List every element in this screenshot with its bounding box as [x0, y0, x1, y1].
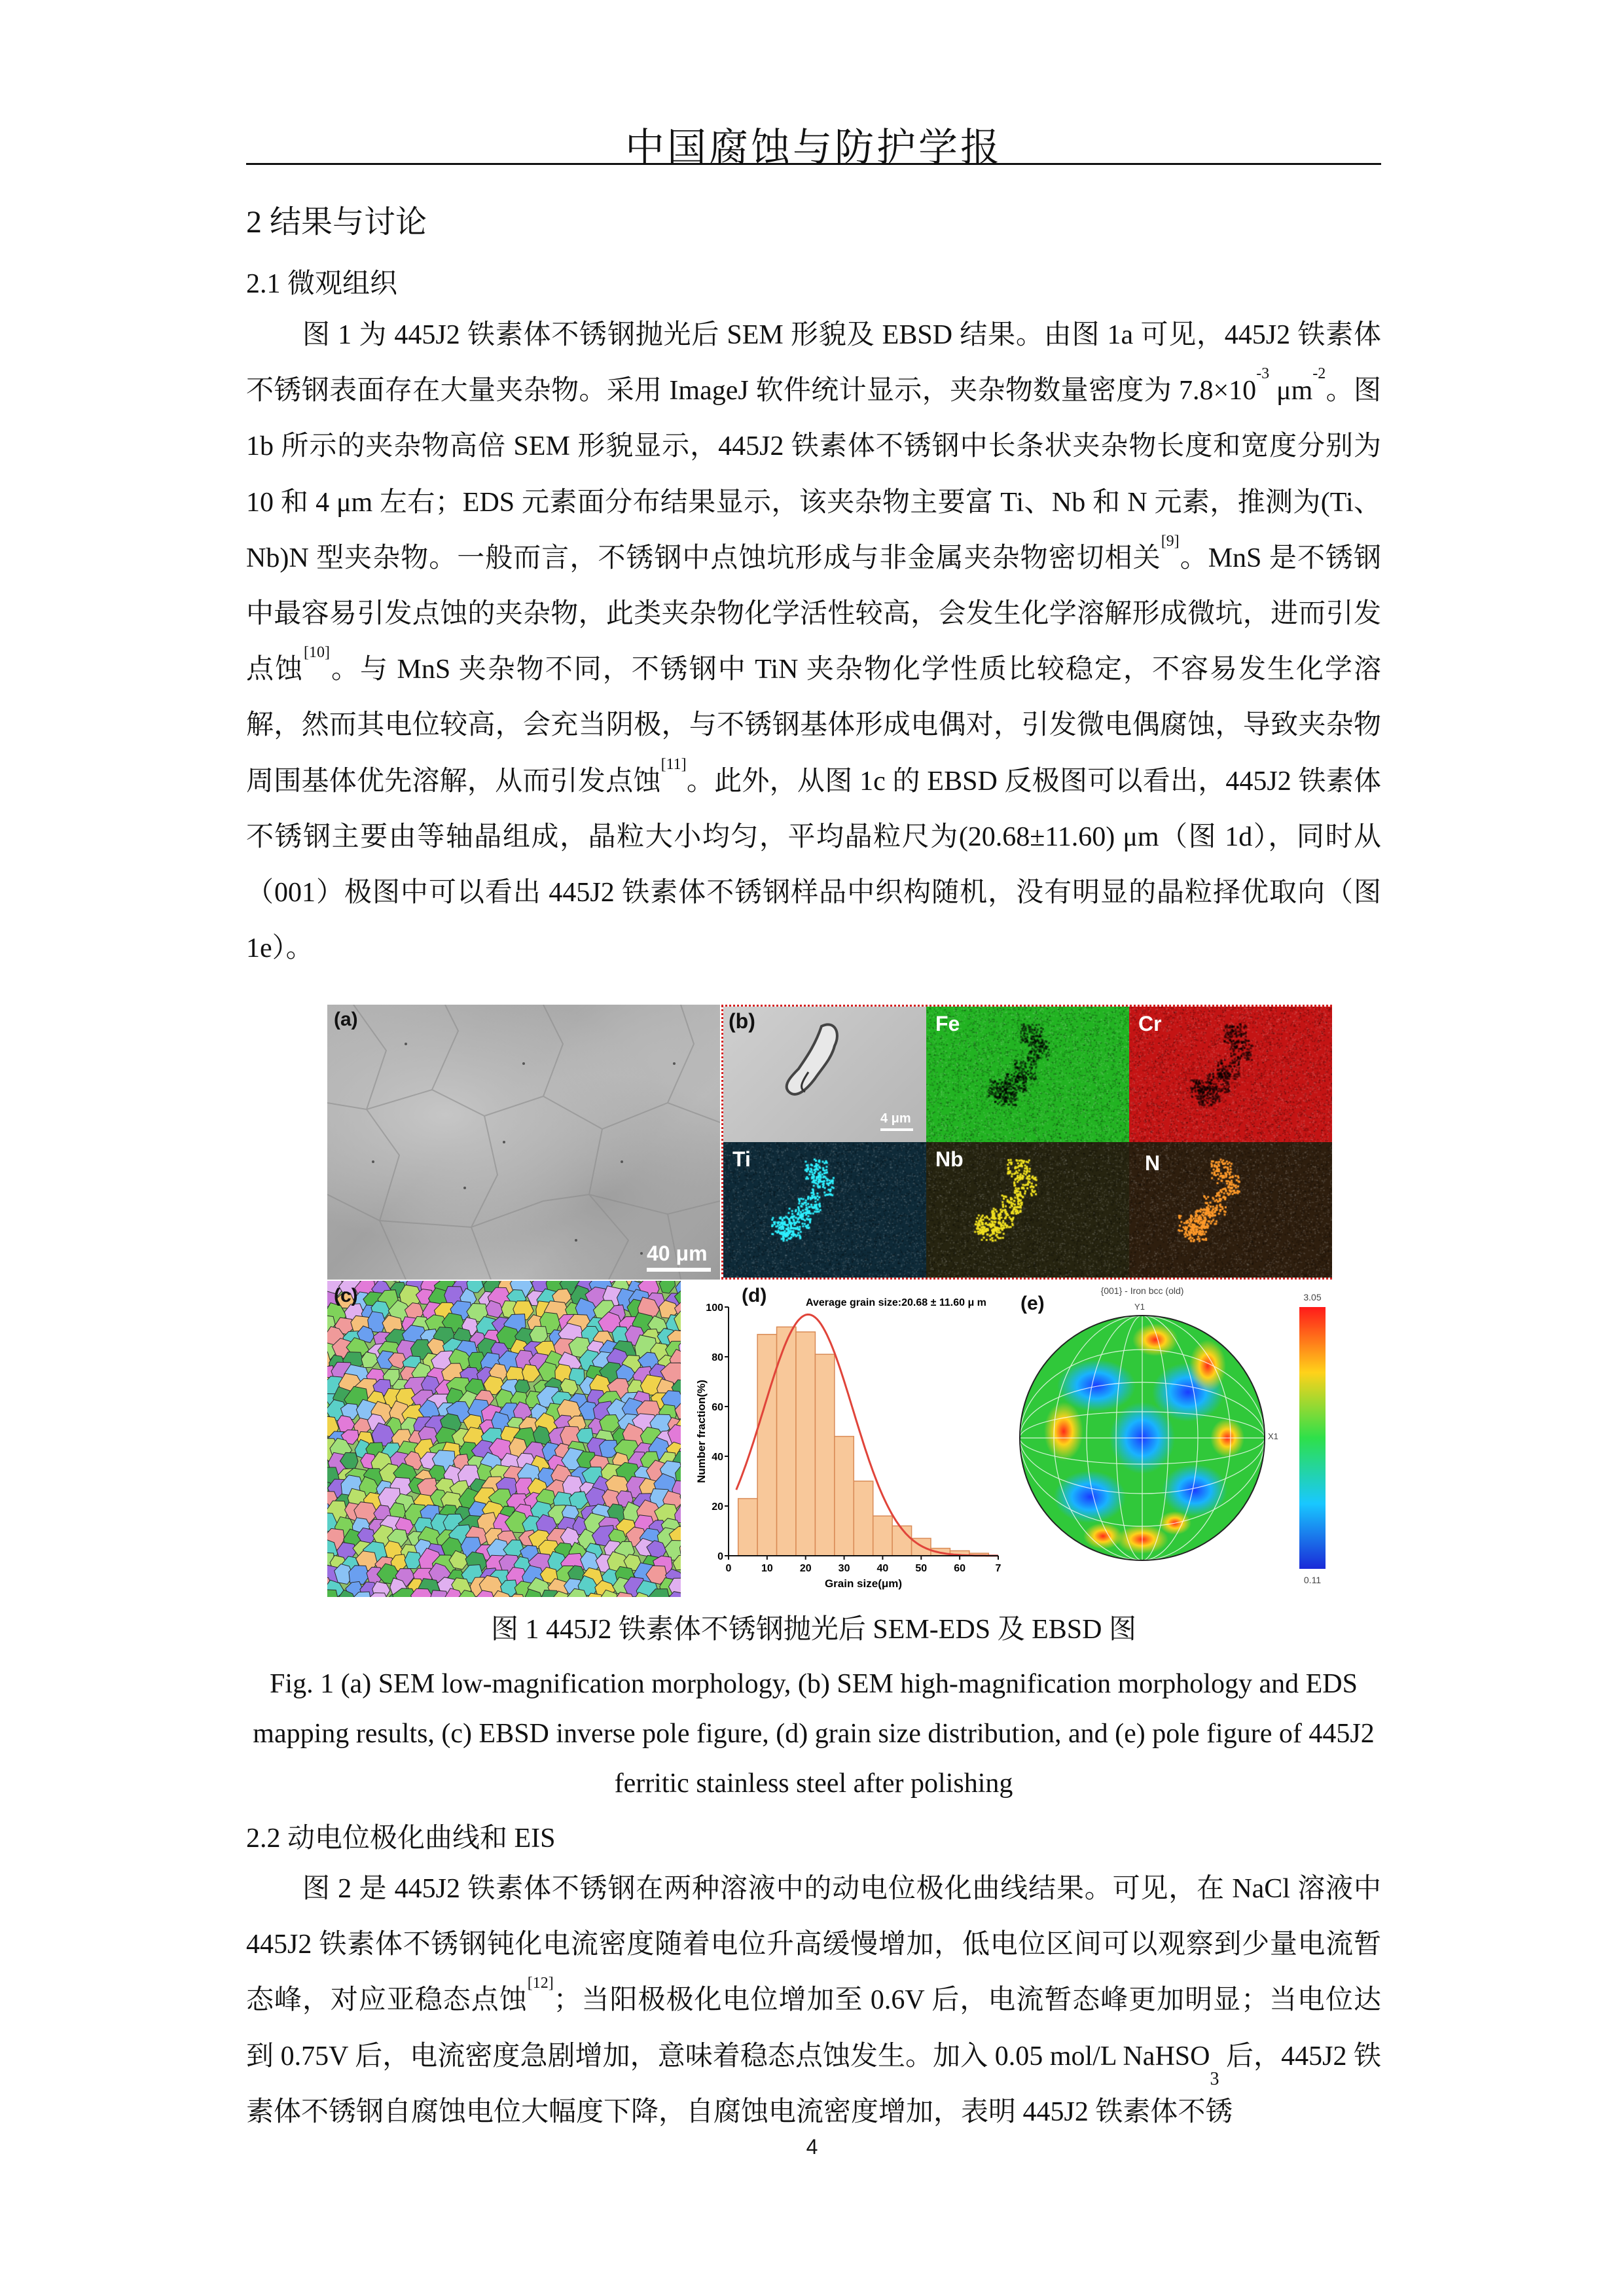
- ebsd-ipf-panel: [327, 1281, 681, 1597]
- subsection-title-microstructure: 2.1 微观组织: [246, 269, 398, 299]
- colorbar-max-label: 3.05: [1303, 1292, 1322, 1302]
- sem-low-mag-panel: [327, 1005, 720, 1280]
- section-title: 2 结果与讨论: [246, 205, 427, 240]
- histogram-bar: [738, 1499, 757, 1556]
- element-label-n: N: [1145, 1151, 1161, 1175]
- panel-label-c: (c): [334, 1285, 358, 1306]
- grain-cell: [659, 1281, 676, 1293]
- para1-text-1: 图 1 为 445J2 铁素体不锈钢抛光后 SEM 形貌及 EBSD 结果。由图 1a 可见，445J2 铁素体不锈钢表面存在大量夹杂物。采用 ImageJ 软件统计显示，夹杂物数量密度为 7.8×10: [246, 320, 1381, 406]
- pole-figure-y1-label: Y1: [1134, 1302, 1145, 1312]
- subsection-title-polarization: 2.2 动电位极化曲线和 EIS: [246, 1823, 556, 1854]
- x-tick-label: 10: [761, 1563, 773, 1574]
- para1-text-3: 。图 1b 所示的夹杂物高倍 SEM 形貌显示，445J2 铁素体不锈钢中长条状夹杂物长度和宽度分别为 10 和 4 μm 左右；EDS 元素面分布结果显示，该夹杂物主要富 Ti、Nb 和 N 元素，推测为(Ti、Nb)N 型夹杂物。一般而言，不锈钢中点蚀坑形成与非金属夹杂物密切相关: [246, 376, 1381, 573]
- pole-figure-title: {001} - Iron bcc (old): [1100, 1285, 1184, 1296]
- x-tick-label: 40: [876, 1563, 889, 1574]
- pole-figure-graphic: [1011, 1281, 1335, 1597]
- scale-bar-label-a: 40 μm: [647, 1242, 708, 1265]
- sem-high-mag-image: [723, 1007, 926, 1142]
- citation-ref[interactable]: [9]: [1161, 532, 1180, 550]
- para1-text-6: 。此外，从图 1c 的 EBSD 反极图可以看出，445J2 铁素体不锈钢主要由等轴晶组成，晶粒大小均匀，平均晶粒尺为(20.68±11.60) μm（图 1d），同时从（001）极图中可以看出 445J2 铁素体不锈钢样品中织构随机，没有明显的晶粒择优取向（图 1e）。: [246, 766, 1381, 964]
- x-tick-label: 20: [799, 1563, 812, 1574]
- colorbar-min-label: 0.11: [1303, 1575, 1322, 1585]
- grain-size-chart-panel: [691, 1281, 1008, 1597]
- para1-text-4: 。MnS 是不锈钢中最容易引发点蚀的夹杂物，此类夹杂物化学活性较高，会发生化学溶解形成微坑，进而引发点蚀: [246, 543, 1381, 685]
- x-axis-title: Grain size(μm): [824, 1577, 903, 1590]
- eds-map-cr: [1129, 1007, 1332, 1142]
- eds-map-nb: [926, 1142, 1129, 1278]
- eds-map-n: [1129, 1142, 1332, 1278]
- figure-caption-chinese: 图 1 445J2 铁素体不锈钢抛光后 SEM-EDS 及 EBSD 图: [491, 1615, 1136, 1645]
- y-tick-label: 0: [717, 1551, 723, 1562]
- x-tick-label: 60: [954, 1563, 966, 1574]
- y-tick-label: 100: [706, 1302, 723, 1314]
- intensity-colorbar: [1299, 1307, 1326, 1569]
- element-label-nb: Nb: [935, 1147, 964, 1171]
- histogram-bar: [796, 1332, 815, 1556]
- element-label-cr: Cr: [1138, 1012, 1162, 1035]
- scale-bar-b: [880, 1128, 913, 1131]
- para2-text-1: 图 2 是 445J2 铁素体不锈钢在两种溶液中的动电位极化曲线结果。可见，在 NaCl 溶液中 445J2 铁素体不锈钢钝化电流密度随着电位升高缓慢增加，低电位区间可以观察到少量电流暂态峰，对应亚稳态点蚀: [246, 1874, 1381, 2016]
- pole-figure-x1-label: X1: [1268, 1431, 1278, 1441]
- element-label-ti: Ti: [732, 1147, 751, 1171]
- para2-text-2: ；当阳极极化电位增加至 0.6V 后，电流暂态峰更加明显；当电位达到 0.75V 后，电流密度急剧增加，意味着稳态点蚀发生。加入 0.05 mol/L NaHSO: [246, 1985, 1381, 2072]
- citation-ref[interactable]: [12]: [527, 1975, 554, 1992]
- y-tick-label: 40: [712, 1452, 723, 1463]
- y-tick-label: 20: [712, 1501, 723, 1513]
- panel-label-b: (b): [729, 1009, 755, 1033]
- paragraph-polarization: [246, 1861, 1381, 2140]
- grain-cell: [384, 1281, 401, 1282]
- para1-text-5: 。与 MnS 夹杂物不同，不锈钢中 TiN 夹杂物化学性质比较稳定，不容易发生化学溶解，然而其电位较高，会充当阴极，与不锈钢基体形成电偶对，引发微电偶腐蚀，导致夹杂物周围基体优先溶解，从而引发点蚀: [246, 655, 1381, 797]
- average-grain-size-annotation: Average grain size:20.68 ± 11.60 μ m: [806, 1297, 986, 1308]
- journal-header: 中国腐蚀与防护学报: [625, 126, 1002, 170]
- citation-ref[interactable]: [11]: [660, 755, 687, 773]
- eds-mapping-panel: [721, 1005, 1332, 1280]
- scale-bar-a: [647, 1268, 711, 1272]
- histogram-bar: [854, 1481, 873, 1556]
- eds-map-fe: [926, 1007, 1129, 1142]
- histogram-bar: [873, 1516, 892, 1556]
- ebsd-grain-map: [327, 1281, 681, 1597]
- y-axis-title: Number fraction(%): [695, 1380, 708, 1483]
- eds-map-canvas: [723, 1142, 926, 1278]
- para1-text-2: μm: [1269, 376, 1313, 406]
- histogram-bar: [815, 1354, 834, 1556]
- pole-figure-panel: [1011, 1281, 1335, 1597]
- x-tick-label: 50: [915, 1563, 928, 1574]
- para2-subscript: 3: [1210, 2068, 1219, 2089]
- scale-bar-label-b: 4 μm: [880, 1111, 911, 1126]
- page-number: 4: [806, 2135, 818, 2159]
- y-tick-label: 80: [712, 1352, 723, 1363]
- panel-label-a: (a): [334, 1009, 358, 1030]
- figure-1: [327, 1005, 1335, 1597]
- histogram-bar: [757, 1335, 776, 1556]
- y-tick-label: 60: [712, 1402, 723, 1413]
- x-tick-label: 7: [995, 1563, 1001, 1574]
- histogram-bar: [835, 1437, 854, 1556]
- citation-ref[interactable]: [10]: [304, 644, 330, 662]
- x-tick-label: 0: [725, 1563, 732, 1574]
- eds-map-ti: [723, 1142, 926, 1278]
- grain-boundary-texture: [327, 1005, 720, 1280]
- header-rule: [246, 163, 1381, 165]
- x-tick-label: 30: [838, 1563, 850, 1574]
- paragraph-microstructure: [246, 308, 1381, 977]
- para1-superscript: -2: [1312, 365, 1326, 383]
- grain-size-histogram: [691, 1281, 1008, 1597]
- panel-label-d: (d): [742, 1285, 767, 1306]
- element-label-fe: Fe: [935, 1012, 960, 1035]
- para1-superscript: -3: [1256, 365, 1270, 383]
- para2-text-3: 后，445J2 铁素体不锈钢自腐蚀电位大幅度下降，自腐蚀电流密度增加，表明 445J2 铁素体不锈: [246, 2041, 1381, 2127]
- panel-label-e: (e): [1020, 1293, 1045, 1314]
- figure-caption-english: Fig. 1 (a) SEM low-magnification morphology, (b) SEM high-magnification morphology and EDS mapping results, (c) EBSD inverse pole figure, (d) grain size distribution, and (e) pole figure of 445J2 ferritic stainless steel after polishing: [253, 1669, 1375, 1799]
